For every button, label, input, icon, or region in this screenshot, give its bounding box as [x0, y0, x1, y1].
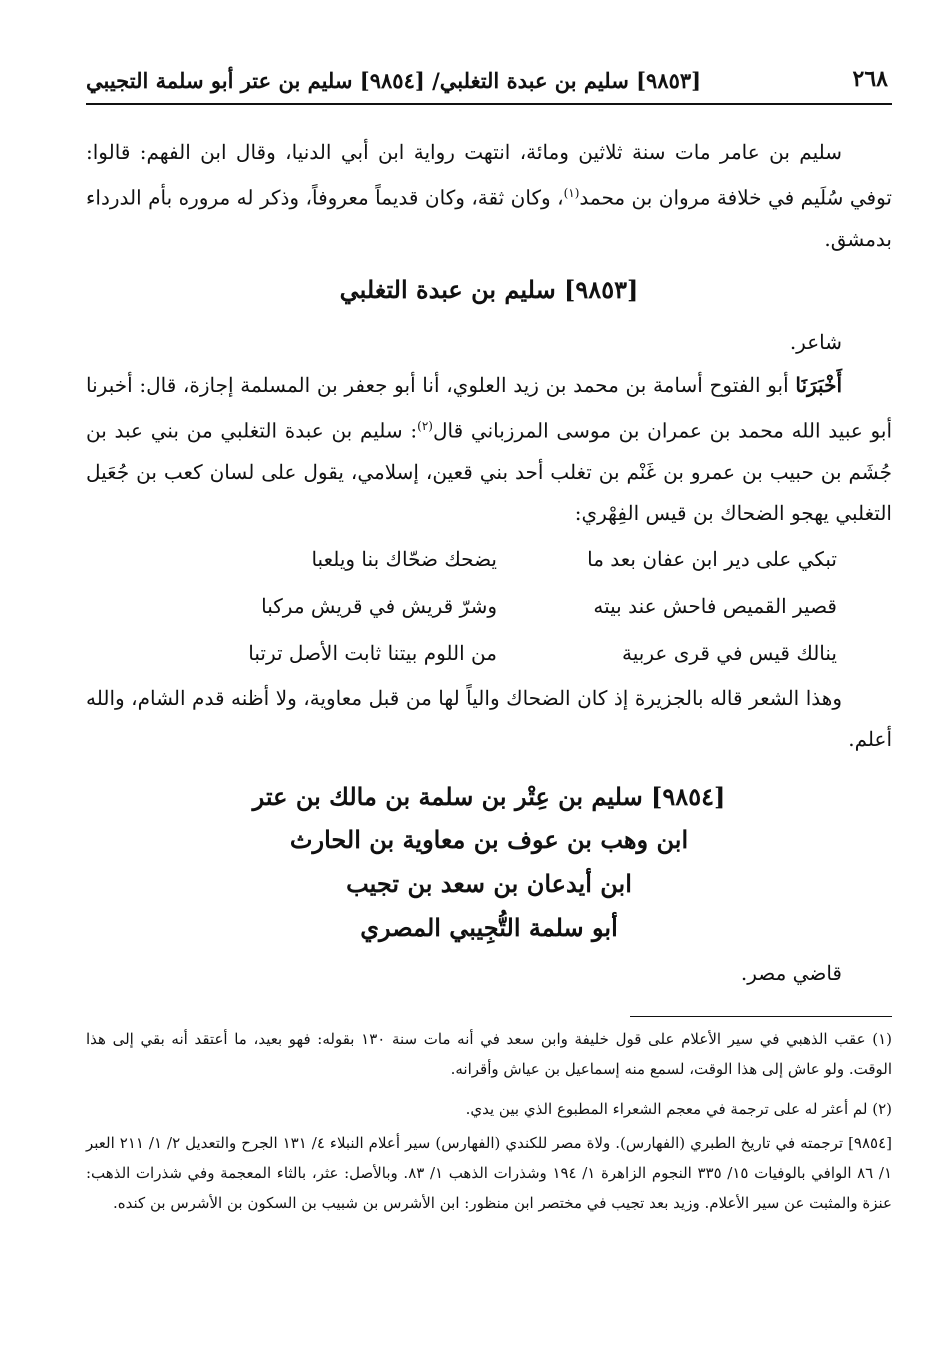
- hemistich: تبكي على دير ابن عفان بعد ما: [587, 547, 837, 571]
- isnad-paragraph: [86, 365, 892, 534]
- paragraph-text: سليم بن عامر مات سنة ثلاثين ومائة، انتهت رواية ابن أبي الدنيا، وقال ابن الفهم: قالوا: توفي سُلَيم في خلافة مروان بن محمد: [86, 140, 892, 210]
- entry-heading-9854-line: ابن وهب بن عوف بن معاوية بن الحارث: [289, 825, 689, 854]
- entry-description: [86, 322, 892, 363]
- footnote-marker: (١): [872, 1030, 892, 1048]
- page-header: [86, 60, 892, 104]
- footnote-rule: [630, 1016, 892, 1017]
- footnote-ref-1: (١): [563, 186, 580, 200]
- footnote-text: ترجمته في تاريخ الطبري (الفهارس). ولاة مصر للكندي (الفهارس) سير أعلام النبلاء ٤/ ١٣١ الجرح والتعديل ٢/ ١/ ٢١١ العبر ١/ ٨٦ الوافي بالوفيات ١٥/ ٣٣٥ النجوم الزاهرة ١/ ١٩٤ وشذرات الذهب ١/ ٨٣. وبالأصل: عثر، بالثاء المعجمة وفي شذرات الذهب: عنزة والمثبت عن سير الأعلام. وزيد بعد تجيب في مختصر ابن منظور: ابن الأشرس بن شبيب بن السكون بن الأشرس بن كنده.: [86, 1134, 892, 1212]
- footnote-text: لم أعثر له على ترجمة في معجم الشعراء المطبوع الذي بين يدي.: [465, 1100, 868, 1118]
- entry-heading-9853: [٩٨٥٣] سليم بن عبدة التغلبي: [339, 275, 639, 304]
- footnote-marker: (٢): [872, 1100, 892, 1118]
- footnote-1: [86, 1024, 892, 1084]
- paragraph-text: أبو الفتوح أسامة بن محمد بن زيد العلوي، أنا أبو جعفر بن المسلمة إجازة، قال: أخبرنا أبو عبيد الله محمد بن عمران بن موسى المرزباني قال: [86, 373, 892, 443]
- header-rule: [86, 103, 892, 105]
- hemistich: ينالك قيس في قرى عربية: [622, 641, 837, 665]
- footnote-ref-2: (٢): [417, 419, 433, 433]
- paragraph-text: وهذا الشعر قاله بالجزيرة إذ كان الضحاك والياً لها من قبل معاوية، ولا أظنه قدم الشام، والله أعلم.: [86, 686, 892, 751]
- paragraph-text: : سليم بن عبدة التغلبي من بني عبد بن جُشَم بن حبيب بن عمرو بن غَنْم بن تغلب أحد بني قعين، إسلامي، يقول على لسان كعب بن جُعَيل التغلبي يهجو الضحاك بن قيس الفِهْري:: [86, 418, 892, 525]
- description-text: قاضي مصر.: [740, 961, 842, 985]
- running-head: [٩٨٥٣] سليم بن عبدة التغلبي/ [٩٨٥٤] سليم بن عتر أبو سلمة التجيبي: [86, 68, 702, 93]
- hemistich: من اللوم بيتنا ثابت الأصل ترتبا: [248, 641, 497, 665]
- closing-paragraph: [86, 678, 892, 760]
- description-text: شاعر.: [789, 330, 842, 354]
- footnote-source: [86, 1128, 892, 1218]
- hemistich: قصير القميص فاحش عند بيته: [593, 594, 837, 618]
- akhbarana-word: أَخْبَرَنَا: [795, 373, 842, 397]
- footnote-marker: [٩٨٥٤]: [848, 1134, 893, 1152]
- poem-line: [86, 594, 892, 641]
- footnote-text: عقب الذهبي في سير الأعلام على قول خليفة وابن سعد في أنه مات سنة ١٣٠ بقوله: فهو بعيد، ما أعتقد أنه بقي إلى هذا الوقت. ولو عاش إلى هذا الوقت، لسمع منه إسماعيل بن عياش وأقرانه.: [86, 1030, 892, 1078]
- poem-line: [86, 547, 892, 594]
- poem: [86, 547, 892, 688]
- hemistich: يضحك ضحّاك بنا ويلعبا: [311, 547, 497, 571]
- paragraph-continuation: [86, 132, 892, 260]
- entry-description: [86, 953, 892, 994]
- entry-heading-9854-line: ابن أيدعان بن سعد بن تجيب: [346, 869, 632, 898]
- entry-heading-9854-line: [٩٨٥٤] سليم بن عِتْر بن سلمة بن مالك بن عتر: [252, 782, 726, 811]
- entry-heading-9854-line: أبو سلمة التُّجِيبي المصري: [360, 913, 618, 942]
- paragraph-text: ، وكان ثقة، وكان قديماً معروفاً، وذكر له مروره بأم الدرداء بدمشق.: [86, 185, 892, 251]
- hemistich: وشرّ قريش في قريش مركبا: [261, 594, 497, 618]
- footnote-2: [86, 1094, 892, 1124]
- page-number: ٢٦٨: [852, 66, 888, 92]
